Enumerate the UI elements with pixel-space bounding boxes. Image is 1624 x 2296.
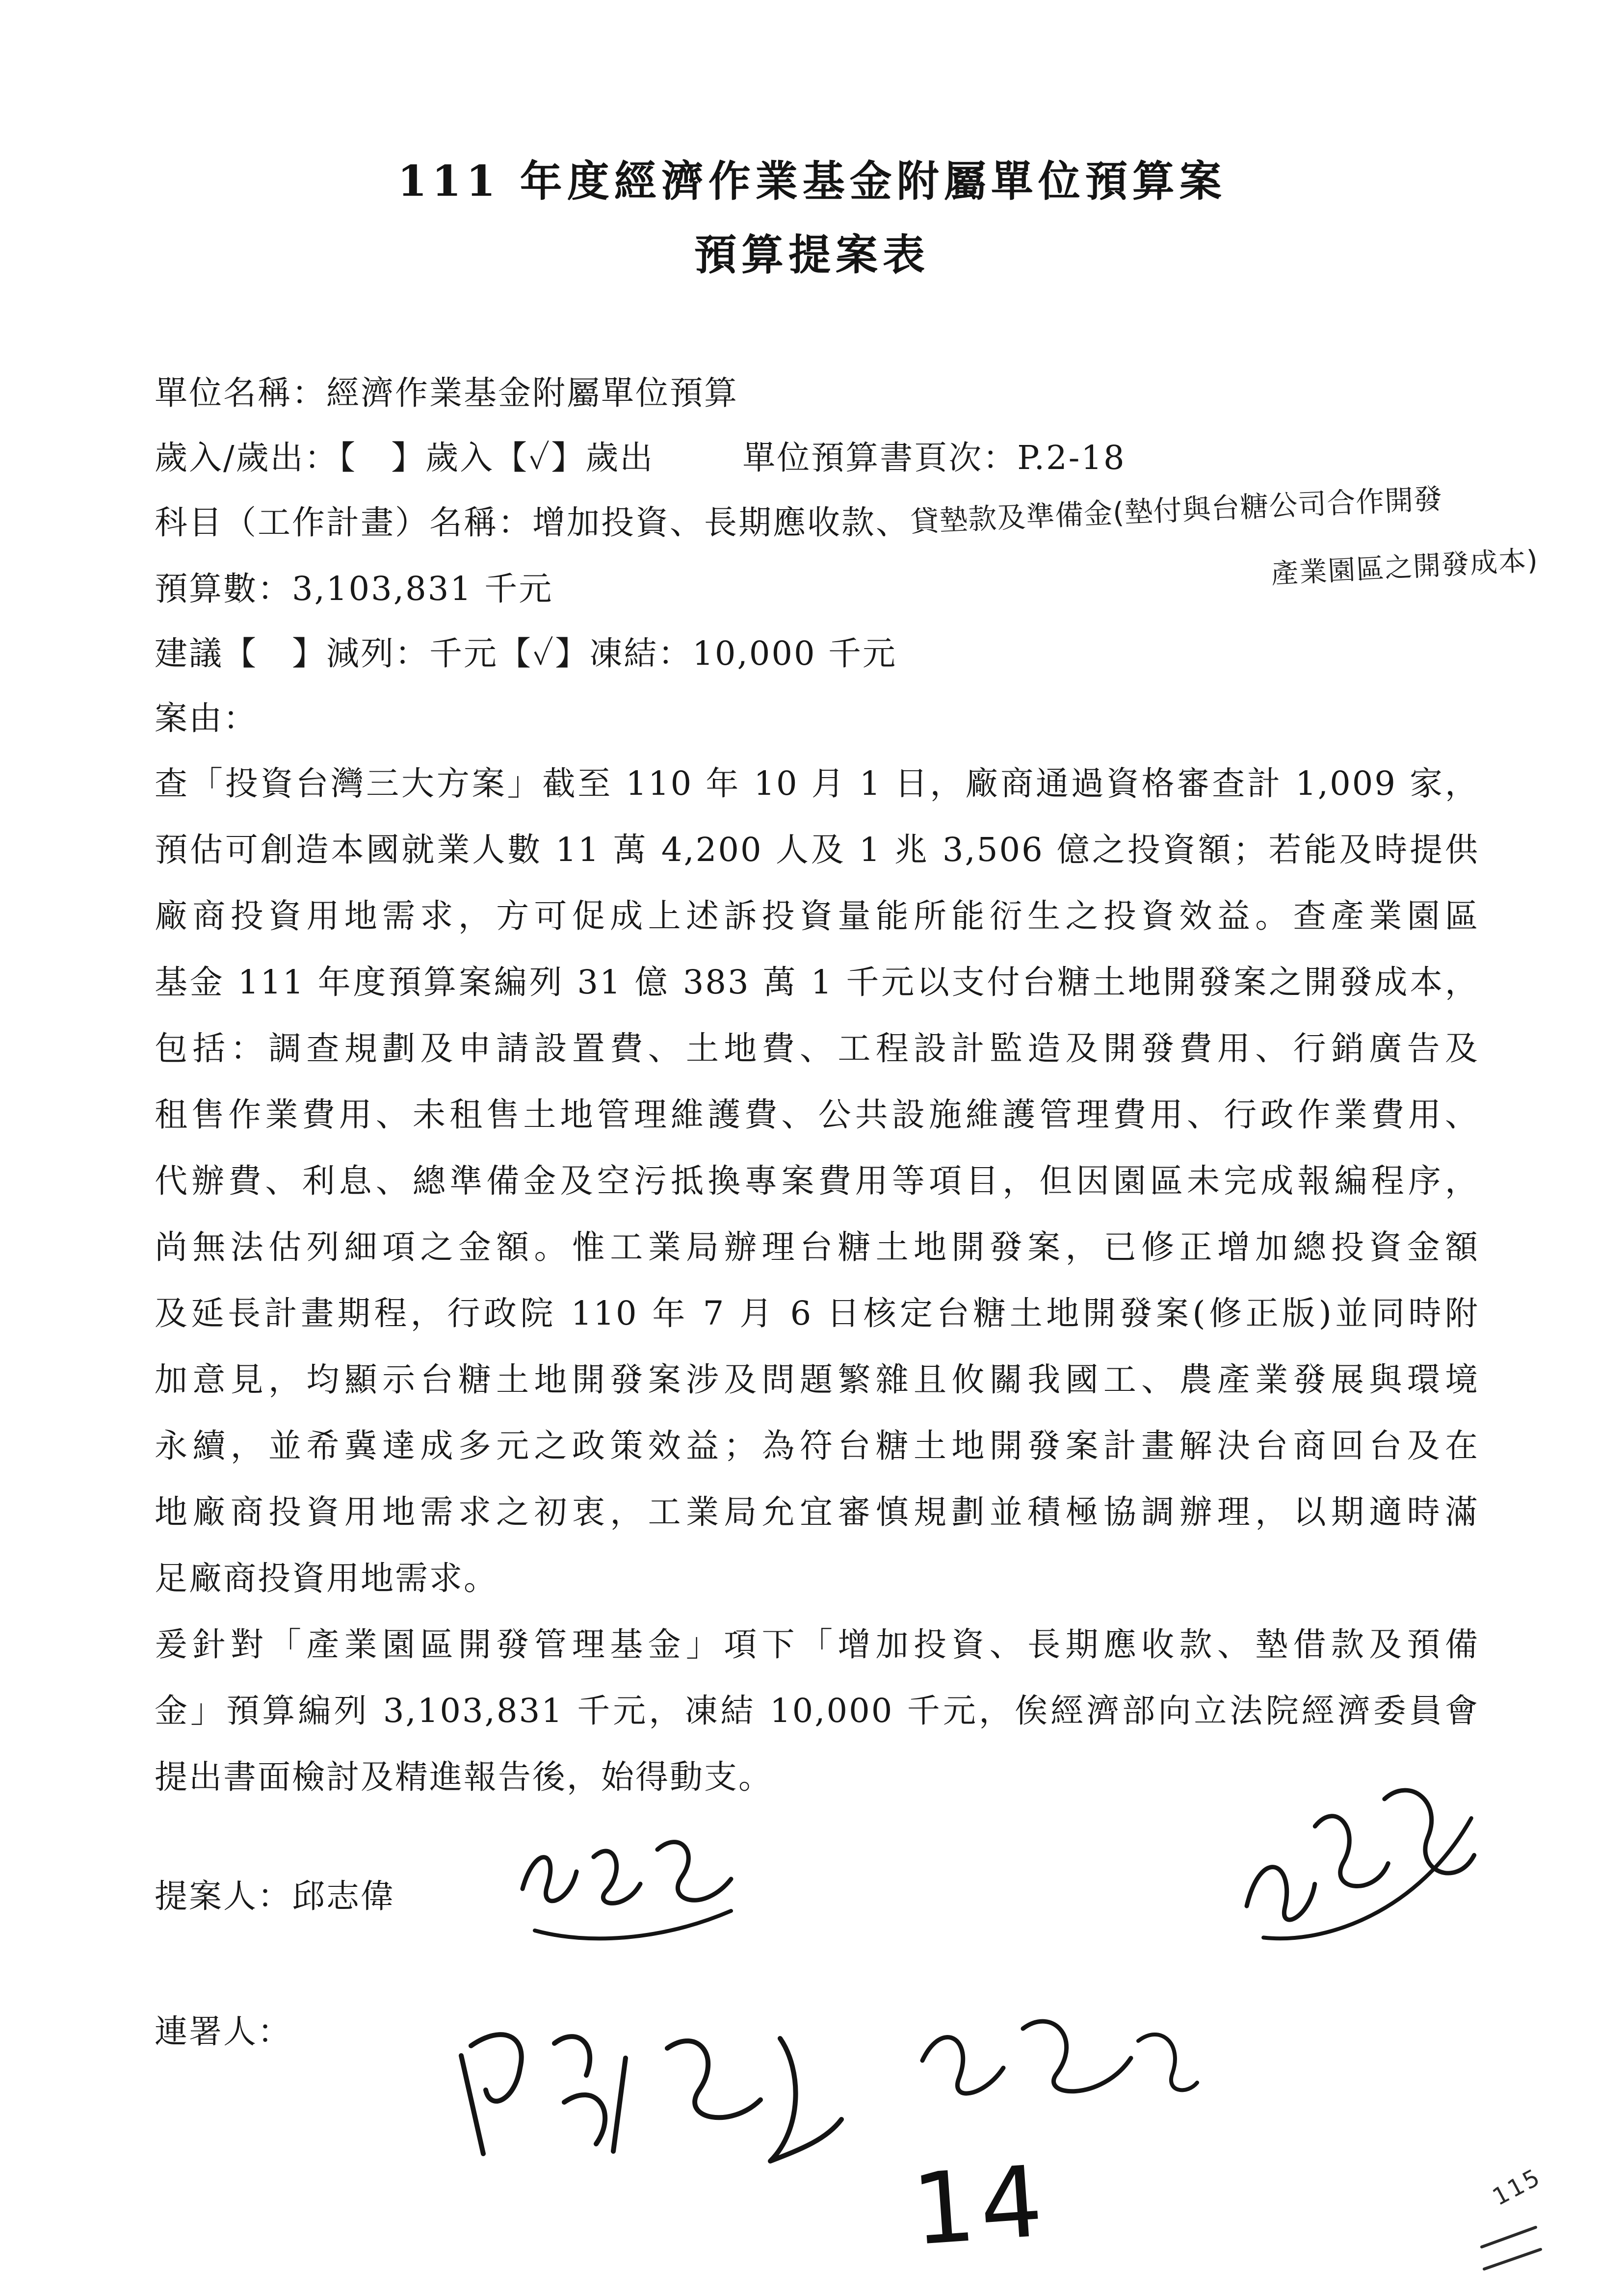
cosigner-signature-large bbox=[437, 1997, 854, 2183]
proposer-signature bbox=[500, 1815, 756, 1972]
text-line: 基金 111 年度預算案編列 31 億 383 萬 1 千元以支付台糖土地開發案之開發成本， bbox=[155, 963, 1479, 1001]
signature-stroke bbox=[554, 2036, 605, 2144]
text-line: 提出書面檢討及精進報告後，始得動支。 bbox=[155, 1758, 773, 1796]
case-paragraph-conclusion bbox=[155, 1612, 1479, 1810]
text-line: 爰針對「產業園區開發管理基金」項下「增加投資、長期應收款、墊借款及預備 bbox=[155, 1625, 1479, 1664]
proposer-line: 提案人：邱志偉 bbox=[155, 1877, 395, 1915]
text-line: 及延長計畫期程，行政院 110 年 7 月 6 日核定台糖土地開發案(修正版)並同時附 bbox=[155, 1294, 1479, 1332]
text-line: 金」預算編列 3,103,831 千元，凍結 10,000 千元，俟經濟部向立法院經濟委員會 bbox=[155, 1692, 1479, 1730]
field-suggestion-freeze: 建議【 】減列：千元【✓】凍結：10,000 千元 bbox=[155, 634, 897, 673]
text-line: 查「投資台灣三大方案」截至 110 年 10 月 1 日，廠商通過資格審查計 1,009 家， bbox=[155, 764, 1479, 803]
text-line: 租售作業費用、未租售土地管理維護費、公共設施維護管理費用、行政作業費用、 bbox=[155, 1096, 1479, 1134]
scribble-stroke bbox=[1482, 2227, 1536, 2247]
field-subject-line bbox=[155, 482, 1479, 556]
text-line: 預估可創造本國就業人數 11 萬 4,200 人及 1 兆 3,506 億之投資額；若能及時提供 bbox=[155, 831, 1479, 869]
text-line: 加意見，均顯示台糖土地開發案涉及問題繁雜且攸關我國工、農產業發展與環境 bbox=[155, 1360, 1479, 1399]
signature-stroke bbox=[922, 2037, 1003, 2093]
handwritten-page-number: 14 bbox=[909, 2144, 1051, 2268]
scribble-stroke bbox=[1484, 2249, 1541, 2269]
field-budget-amount: 預算數：3,103,831 千元 bbox=[155, 570, 553, 608]
signature-stroke bbox=[461, 2056, 483, 2154]
signature-stroke bbox=[1313, 1806, 1391, 1893]
cosigner-signature-middle bbox=[893, 1977, 1207, 2124]
field-subject-printed: 科目（工作計畫）名稱：增加投資、長期應收款、 bbox=[155, 503, 910, 542]
text-line: 永續，並希冀達成多元之政策效益；為符台糖土地開發案計畫解決台商回台及在 bbox=[155, 1427, 1479, 1465]
signature-stroke bbox=[1240, 1859, 1321, 1928]
cosigner-line: 連署人： bbox=[155, 2012, 292, 2051]
document-title-line2: 預算提案表 bbox=[694, 230, 930, 280]
field-unit-name: 單位名稱：經濟作業基金附屬單位預算 bbox=[155, 374, 738, 412]
text-line: 足廠商投資用地需求。 bbox=[155, 1559, 498, 1597]
signature-stroke bbox=[657, 1842, 731, 1901]
text-line: 包括：調查規劃及申請設置費、土地費、工程設計監造及開發費用、行銷廣告及 bbox=[155, 1029, 1479, 1068]
signature-stroke bbox=[667, 2041, 760, 2117]
field-subject-handwritten-line2: 產業園區之開發成本) bbox=[1270, 544, 1540, 591]
field-budget-book-page-ref: 單位預算書頁次：P.2-18 bbox=[742, 439, 1126, 477]
corner-handwritten-mark: 115 bbox=[1488, 2163, 1546, 2212]
signature-stroke bbox=[770, 2038, 841, 2161]
text-line: 代辦費、利息、總準備金及空污抵換專案費用等項目，但因園區未完成報編程序， bbox=[155, 1162, 1479, 1200]
field-subject-handwritten-insert: 貸墊款及準備金(墊付與台糖公司合作開發 bbox=[910, 482, 1443, 539]
text-line: 廠商投資用地需求，方可促成上述訴投資量能所能衍生之投資效益。查產業園區 bbox=[155, 897, 1479, 935]
signature-stroke bbox=[1023, 2021, 1131, 2091]
document-title-line1: 111 年度經濟作業基金附屬單位預算案 bbox=[397, 157, 1227, 206]
field-case-label: 案由： bbox=[155, 699, 258, 737]
text-line: 地廠商投資用地需求之初衷，工業局允宜審慎規劃並積極協調辦理，以期適時滿 bbox=[155, 1493, 1479, 1531]
case-paragraph-main bbox=[155, 751, 1479, 1612]
signature-stroke bbox=[613, 2058, 626, 2151]
signature-stroke bbox=[594, 1851, 640, 1903]
signature-stroke bbox=[1138, 2035, 1197, 2090]
corner-scribble-icon bbox=[1477, 2222, 1575, 2281]
text-line: 尚無法估列細項之金額。惟工業局辦理台糖土地開發案，已修正增加總投資金額 bbox=[155, 1228, 1479, 1266]
signature-stroke bbox=[535, 1911, 731, 1938]
signature-stroke bbox=[471, 2035, 522, 2101]
field-inout-checkboxes: 歲入/歲出：【 】歲入【✓】歲出 bbox=[155, 439, 655, 477]
signature-stroke bbox=[523, 1857, 576, 1901]
